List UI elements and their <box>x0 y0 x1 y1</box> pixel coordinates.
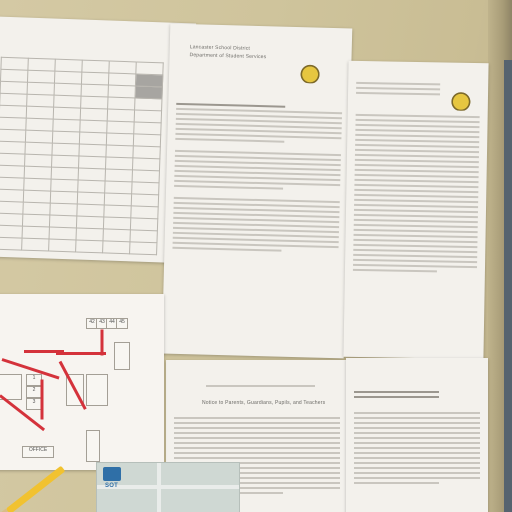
bus-logo-icon <box>444 90 478 111</box>
room-box <box>86 374 108 406</box>
exit-route-arrow <box>56 352 106 355</box>
exit-route-arrow <box>101 330 104 356</box>
room-number: 42 <box>86 318 98 329</box>
office-label: OFFICE <box>22 446 54 458</box>
exit-route-arrow <box>41 380 44 420</box>
schedule-table <box>0 57 164 256</box>
bus-icon <box>103 467 121 481</box>
room-box: 3 <box>26 398 42 410</box>
notice-title: Notice to Parents, Guardians, Pupils, and Teachers <box>202 400 326 406</box>
room-number: 45 <box>116 318 128 329</box>
right-notice-sheet <box>343 61 488 359</box>
lower-right-notice-sheet <box>346 358 488 512</box>
district-notice-sheet <box>162 24 353 359</box>
district-name: Lancaster School District <box>189 44 251 52</box>
bus-route-map-card <box>96 462 240 512</box>
room-box <box>114 342 130 370</box>
department-name: Department of Student Services <box>189 52 267 61</box>
room-box: 2 <box>26 386 42 398</box>
room-box: 1 <box>26 374 42 386</box>
evacuation-diagram-sheet <box>0 294 164 470</box>
map-badge: SOT <box>105 483 118 489</box>
room-box <box>86 430 100 462</box>
room-number: 44 <box>106 318 118 329</box>
window-frame <box>504 60 512 512</box>
room-number: 43 <box>96 318 108 329</box>
pencil-icon <box>6 466 65 512</box>
